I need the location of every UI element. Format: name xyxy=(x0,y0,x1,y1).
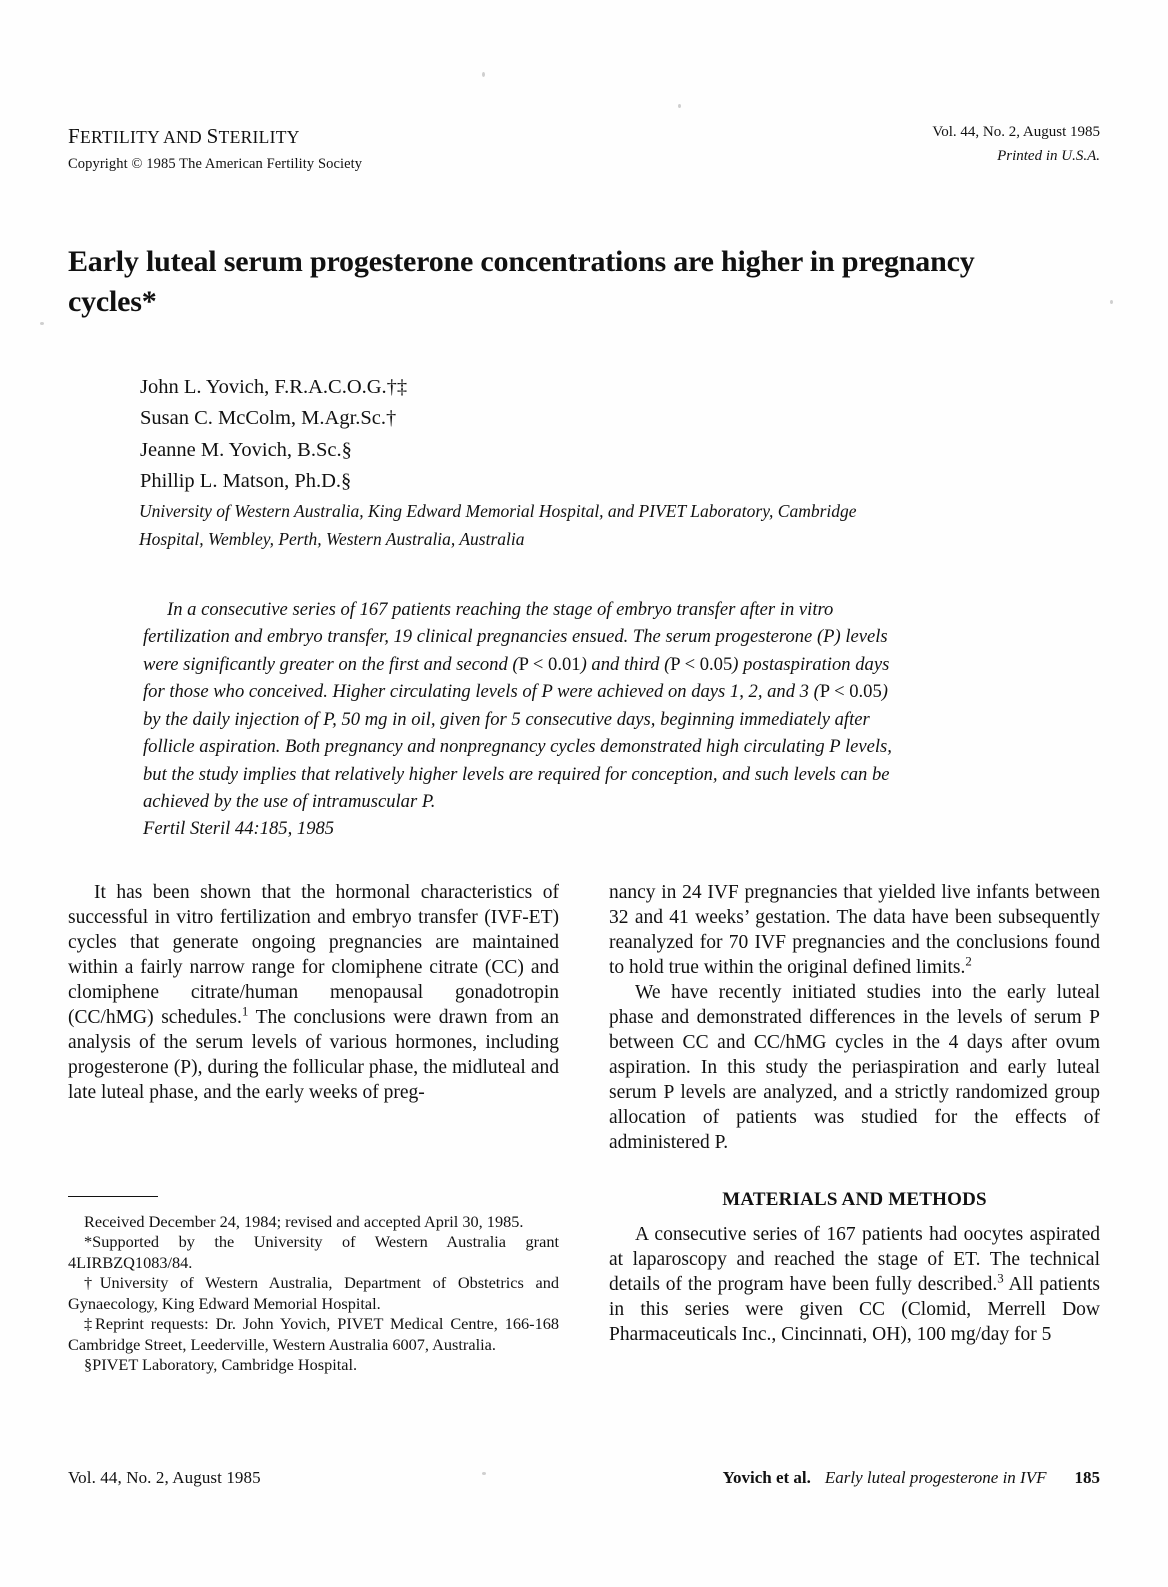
page-footer xyxy=(68,1468,1100,1488)
reference-marker: 3 xyxy=(997,1271,1004,1286)
footer-short-title: Early luteal progesterone in IVF xyxy=(824,1468,1047,1487)
footnotes xyxy=(68,1196,559,1376)
abstract-text-1: In a consecutive series of 167 patients reaching the stage of embryo transfer after in vitro fertilization and embryo transfer, 19 clinical pregnancies ensued. The serum progesterone (P) levels were significantly greater on the first and second ( xyxy=(143,599,888,675)
footer-volume-info: Vol. 44, No. 2, August 1985 xyxy=(68,1468,261,1487)
masthead-left xyxy=(68,120,362,175)
footnote-divider xyxy=(68,1196,158,1197)
footnote-dagger-affiliation: †University of Western Australia, Department of Obstetrics and Gynaecology, King Edward Memorial Hospital. xyxy=(68,1273,559,1313)
section-heading-materials-and-methods: MATERIALS AND METHODS xyxy=(722,1188,987,1210)
scan-speck xyxy=(1110,300,1113,304)
masthead-right xyxy=(932,120,1100,168)
footer-page-number: 185 xyxy=(1074,1468,1100,1487)
footer-running-head xyxy=(723,1468,1100,1488)
paragraph xyxy=(609,880,1100,980)
scan-speck xyxy=(482,72,485,77)
author-list xyxy=(140,372,407,497)
abstract-text-2: ) and third ( xyxy=(580,653,671,675)
volume-issue-date: Vol. 44, No. 2, August 1985 xyxy=(932,124,1100,140)
scan-speck xyxy=(40,322,44,325)
copyright-notice: Copyright © 1985 The American Fertility Society xyxy=(68,155,363,172)
right-column-text xyxy=(609,880,1100,1347)
paragraph-text-cont: All patients in this series were given CC (Clomid, Merrell Dow Pharmaceuticals Inc., Cincinnati, OH), 100 mg/day for 5 xyxy=(609,1274,1100,1346)
abstract-paragraph xyxy=(143,596,905,815)
author-entry: Jeanne M. Yovich, B.Sc.§ xyxy=(140,438,352,461)
abstract-stat-3: P < 0.05 xyxy=(819,681,882,703)
footer-authors: Yovich et al. xyxy=(722,1468,811,1487)
reference-marker: 2 xyxy=(965,954,972,969)
abstract-citation: Fertil Steril 44:185, 1985 xyxy=(143,818,335,840)
reference-marker: 1 xyxy=(241,1004,249,1019)
paragraph-text: It has been shown that the hormonal characteristics of successful in vitro fertilization and embryo transfer (IVF-ET) cycles that generate ongoing pregnancies are maintained within a fairly narrow range for clomiphene citrate (CC) and clomiphene citrate/human menopausal gonadotropin (CC/hMG) schedules. xyxy=(68,882,559,1029)
journal-name: FERTILITY AND STERILITY xyxy=(68,124,300,148)
footnote-reprint-requests: ‡Reprint requests: Dr. John Yovich, PIVET Medical Centre, 166-168 Cambridge Street, Leederville, Western Australia 6007, Australia. xyxy=(68,1314,559,1354)
abstract xyxy=(143,596,905,843)
masthead xyxy=(68,120,1100,175)
abstract-stat-2: P < 0.05 xyxy=(670,653,733,675)
abstract-stat-1: P < 0.01 xyxy=(518,653,581,675)
author-entry: Phillip L. Matson, Ph.D.§ xyxy=(140,470,352,493)
page-title: Early luteal serum progesterone concentrations are higher in pregnancy cycles* xyxy=(68,245,975,318)
paragraph: We have recently initiated studies into the early luteal phase and demonstrated differences in the levels of serum P between CC and CC/hMG cycles in the 4 days after ovum aspiration. In this study the periaspiration and early luteal serum P levels are analyzed, and a strictly randomized group allocation of patients was studied for the effects of administered P. xyxy=(609,982,1100,1154)
paragraph xyxy=(68,880,559,1105)
paragraph-text-cont: The conclusions were drawn from an analysis of the serum levels of various hormones, including progesterone (P), during the follicular phase, the midluteal and late luteal phase, and the early weeks of preg- xyxy=(68,1007,559,1104)
affiliation: University of Western Australia, King Edward Memorial Hospital, and PIVET Laboratory, Cambridge Hospital, Wembley, Perth, Western Australia, Australia xyxy=(139,501,857,550)
scan-speck xyxy=(678,104,681,108)
abstract-text-3: ) postaspiration days for those who conceived. Higher circulating levels of P were achieved on days 1, 2, and 3 ( xyxy=(143,653,890,703)
author-entry: Susan C. McColm, M.Agr.Sc.† xyxy=(140,407,397,430)
abstract-text-4: ) by the daily injection of P, 50 mg in oil, given for 5 consecutive days, beginning immediately after follicle aspiration. Both pregnancy and nonpregnancy cycles demonstrated high circulating P levels, but the study implies that relatively higher levels are required for conception, and such levels can be achieved by the use of intramuscular P. xyxy=(143,681,892,812)
right-column xyxy=(609,880,1100,1347)
printed-in: Printed in U.S.A. xyxy=(997,148,1100,164)
paragraph xyxy=(609,1222,1100,1347)
footnote-supported-by: *Supported by the University of Western Australia grant 4LIRBZQ1083/84. xyxy=(68,1232,559,1272)
author-entry: John L. Yovich, F.R.A.C.O.G.†‡ xyxy=(140,376,408,398)
footnote-section-affiliation: §PIVET Laboratory, Cambridge Hospital. xyxy=(84,1355,358,1375)
left-column-text xyxy=(68,880,559,1105)
footnote-received: Received December 24, 1984; revised and accepted April 30, 1985. xyxy=(84,1212,524,1231)
paragraph-text: nancy in 24 IVF pregnancies that yielded live infants between 32 and 41 weeks’ gestation. The data have been subsequently reanalyzed for 70 IVF pregnancies and the conclusions found to hold true within the original defined limits. xyxy=(609,882,1100,979)
paragraph-text: A consecutive series of 167 patients had oocytes aspirated at laparoscopy and reached the stage of ET. The technical details of the program have been fully described. xyxy=(609,1223,1100,1296)
